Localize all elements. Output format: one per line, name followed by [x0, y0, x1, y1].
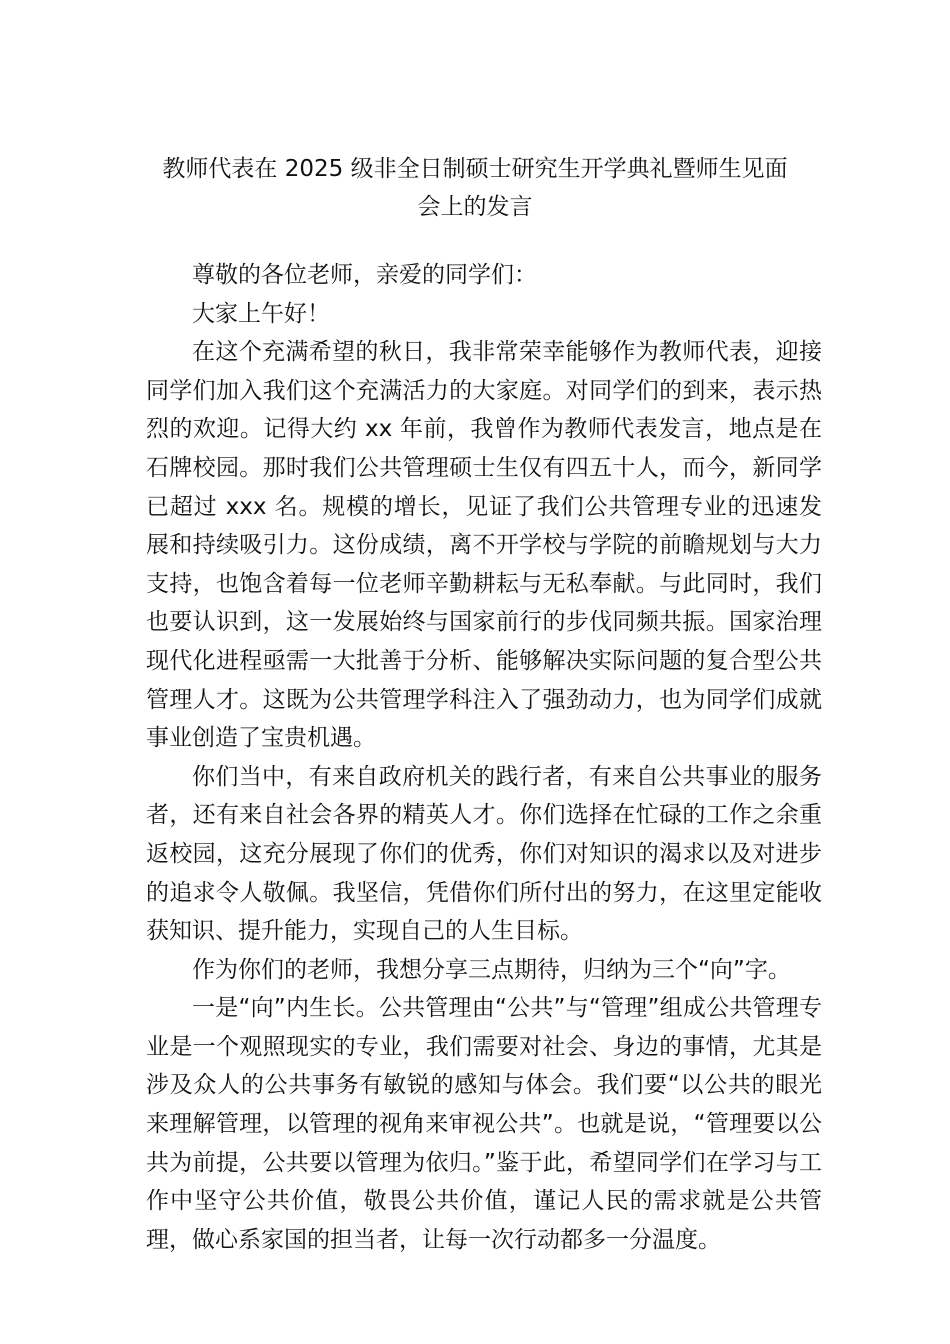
body-paragraph: 在这个充满希望的秋日，我非常荣幸能够作为教师代表，迎接同学们加入我们这个充满活力的大家庭。对同学们的到来，表示热烈的欢迎。记得大约 xx 年前，我曾作为教师代表发言，地点是在石牌校园。那时我们公共管理硕士生仅有四五十人，而今，新同学已超过 xxx 名。规模的增长，见证了我们公共管理专业的迅速发展和持续吸引力。这份成绩，离不开学校与学院的前瞻规划与大力支持，也饱含着每一位老师辛勤耕耘与无私奉献。与此同时，我们也要认识到，这一发展始终与国家前行的步伐同频共振。国家治理现代化进程亟需一大批善于分析、能够解决实际问题的复合型公共管理人才。这既为公共管理学科注入了强劲动力，也为同学们成就事业创造了宝贵机遇。 — [146, 339, 822, 752]
title-line-1: 教师代表在 2025 级非全日制硕士研究生开学典礼暨师生见面 — [162, 156, 788, 182]
salutation: 尊敬的各位老师，亲爱的同学们： — [192, 262, 537, 288]
document-body — [146, 256, 822, 1259]
greeting: 大家上午好！ — [192, 300, 330, 327]
document-title — [140, 150, 810, 226]
body-paragraph: 一是“向”内生长。公共管理由“公共”与“管理”组成公共管理专业是一个观照现实的专业，我们需要对社会、身边的事情，尤其是涉及众人的公共事务有敏锐的感知与体会。我们要“以公共的眼光来理解管理，以管理的视角来审视公共”。也就是说，“管理要以公共为前提，公共要以管理为依归。”鉴于此，希望同学们在学习与工作中坚守公共价值，敬畏公共价值，谨记人民的需求就是公共管理，做心系家国的担当者，让每一次行动都多一分温度。 — [146, 995, 822, 1253]
body-paragraph: 你们当中，有来自政府机关的践行者，有来自公共事业的服务者，还有来自社会各界的精英人才。你们选择在忙碌的工作之余重返校园，这充分展现了你们的优秀，你们对知识的渴求以及对进步的追求令人敬佩。我坚信，凭借你们所付出的努力，在这里定能收获知识、提升能力，实现自己的人生目标。 — [146, 763, 822, 945]
title-line-2: 会上的发言 — [417, 194, 533, 220]
body-paragraph: 作为你们的老师，我想分享三点期待，归纳为三个“向”字。 — [192, 956, 791, 983]
